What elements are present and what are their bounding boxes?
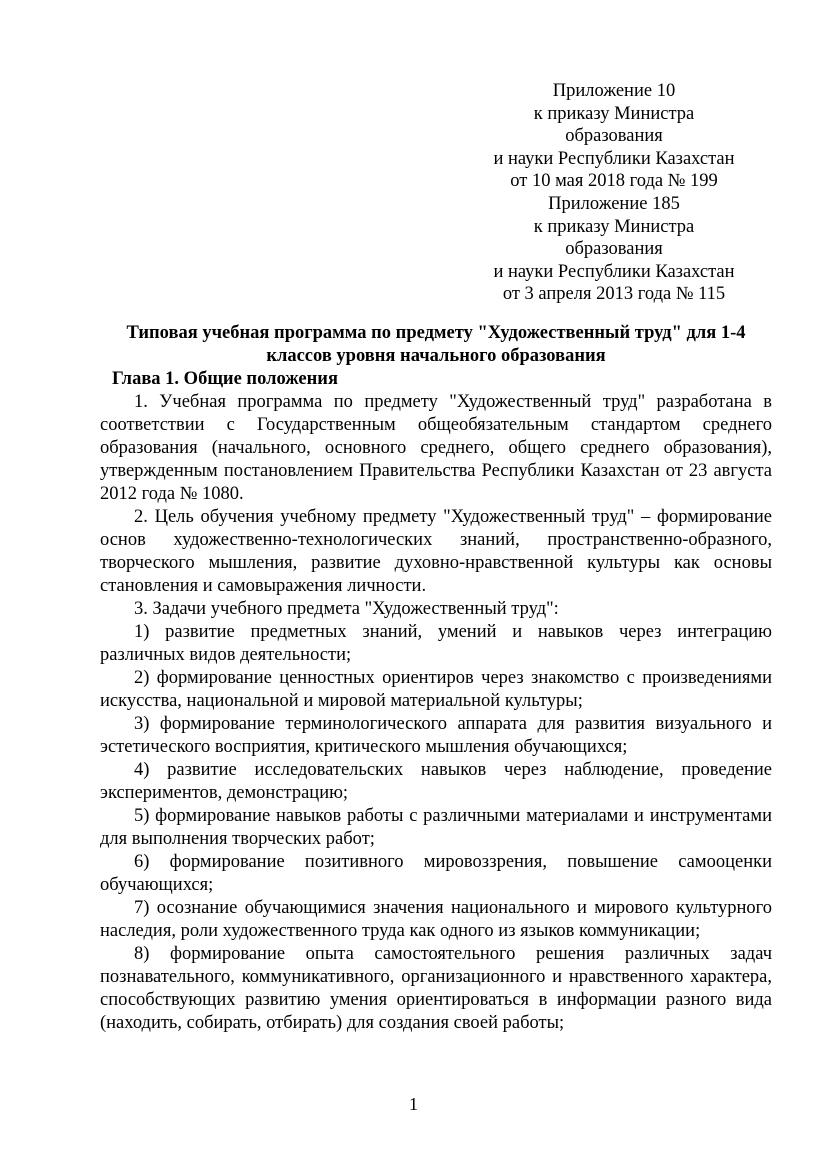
header-line: и науки Республики Казахстан bbox=[493, 261, 735, 282]
body-paragraph: 3. Задачи учебного предмета "Художественный труд": bbox=[134, 599, 559, 619]
header-line: Приложение 10 bbox=[552, 81, 676, 101]
body-list-item: 5) формирование навыков работы с различными материалами и инструментами для выполнения творческих работ; bbox=[100, 806, 772, 849]
body-list-item: 3) формирование терминологического аппарата для развития визуального и эстетического восприятия, критического мышления обучающихся; bbox=[100, 714, 772, 757]
page-title: Типовая учебная программа по предмету "Художественный труд" для 1-4 классов уровня начального образования bbox=[126, 323, 746, 366]
body-paragraph: 2. Цель обучения учебному предмету "Художественный труд" – формирование основ художественно-технологических знаний, пространственно-образного, творческого мышления, развитие духовно-нравственной культуры как основы становления и самовыражения личности. bbox=[100, 507, 772, 596]
body-list-item: 8) формирование опыта самостоятельного решения различных задач познавательного, коммуникативного, организационного и нравственного характера, способствующих развитию умения ориентироваться в информации разного вида (находить, собирать, отбирать) для создания своей работы; bbox=[100, 944, 772, 1033]
body-list-item: 2) формирование ценностных ориентиров через знакомство с произведениями искусства, национальной и мировой материальной культуры; bbox=[100, 668, 772, 711]
page-number: 1 bbox=[409, 1094, 418, 1114]
body-list-item: 1) развитие предметных знаний, умений и навыков через интеграцию различных видов деятельности; bbox=[100, 622, 772, 665]
body-paragraph: 1. Учебная программа по предмету "Художественный труд" разработана в соответствии с Государственным общеобязательным стандартом среднего образования (начального, основного среднего, общего среднего образования), утвержденным постановлением Правительства Республики Казахстан от 23 августа 2012 года № 1080. bbox=[100, 392, 772, 504]
body-list-item: 7) осознание обучающимися значения национального и мирового культурного наследия, роли художественного труда как одного из языков коммуникации; bbox=[100, 898, 772, 941]
header-line: от 3 апреля 2013 года № 115 bbox=[502, 284, 726, 305]
document-body bbox=[100, 391, 772, 1035]
header-line: и науки Республики Казахстан bbox=[493, 148, 735, 169]
header-line: к приказу Министра bbox=[533, 216, 695, 237]
header-line: образования bbox=[565, 126, 663, 147]
header-line: Приложение 185 bbox=[548, 193, 680, 214]
header-line: образования bbox=[565, 239, 663, 260]
body-list-item: 4) развитие исследовательских навыков через наблюдение, проведение экспериментов, демонстрацию; bbox=[100, 760, 772, 803]
body-list-item: 6) формирование позитивного мировоззрения, повышение самооценки обучающихся; bbox=[100, 852, 772, 895]
appendix-reference-header bbox=[468, 80, 760, 306]
header-line: от 10 мая 2018 года № 199 bbox=[510, 171, 718, 192]
chapter-heading: Глава 1. Общие положения bbox=[112, 369, 338, 389]
header-line: к приказу Министра bbox=[533, 103, 695, 124]
